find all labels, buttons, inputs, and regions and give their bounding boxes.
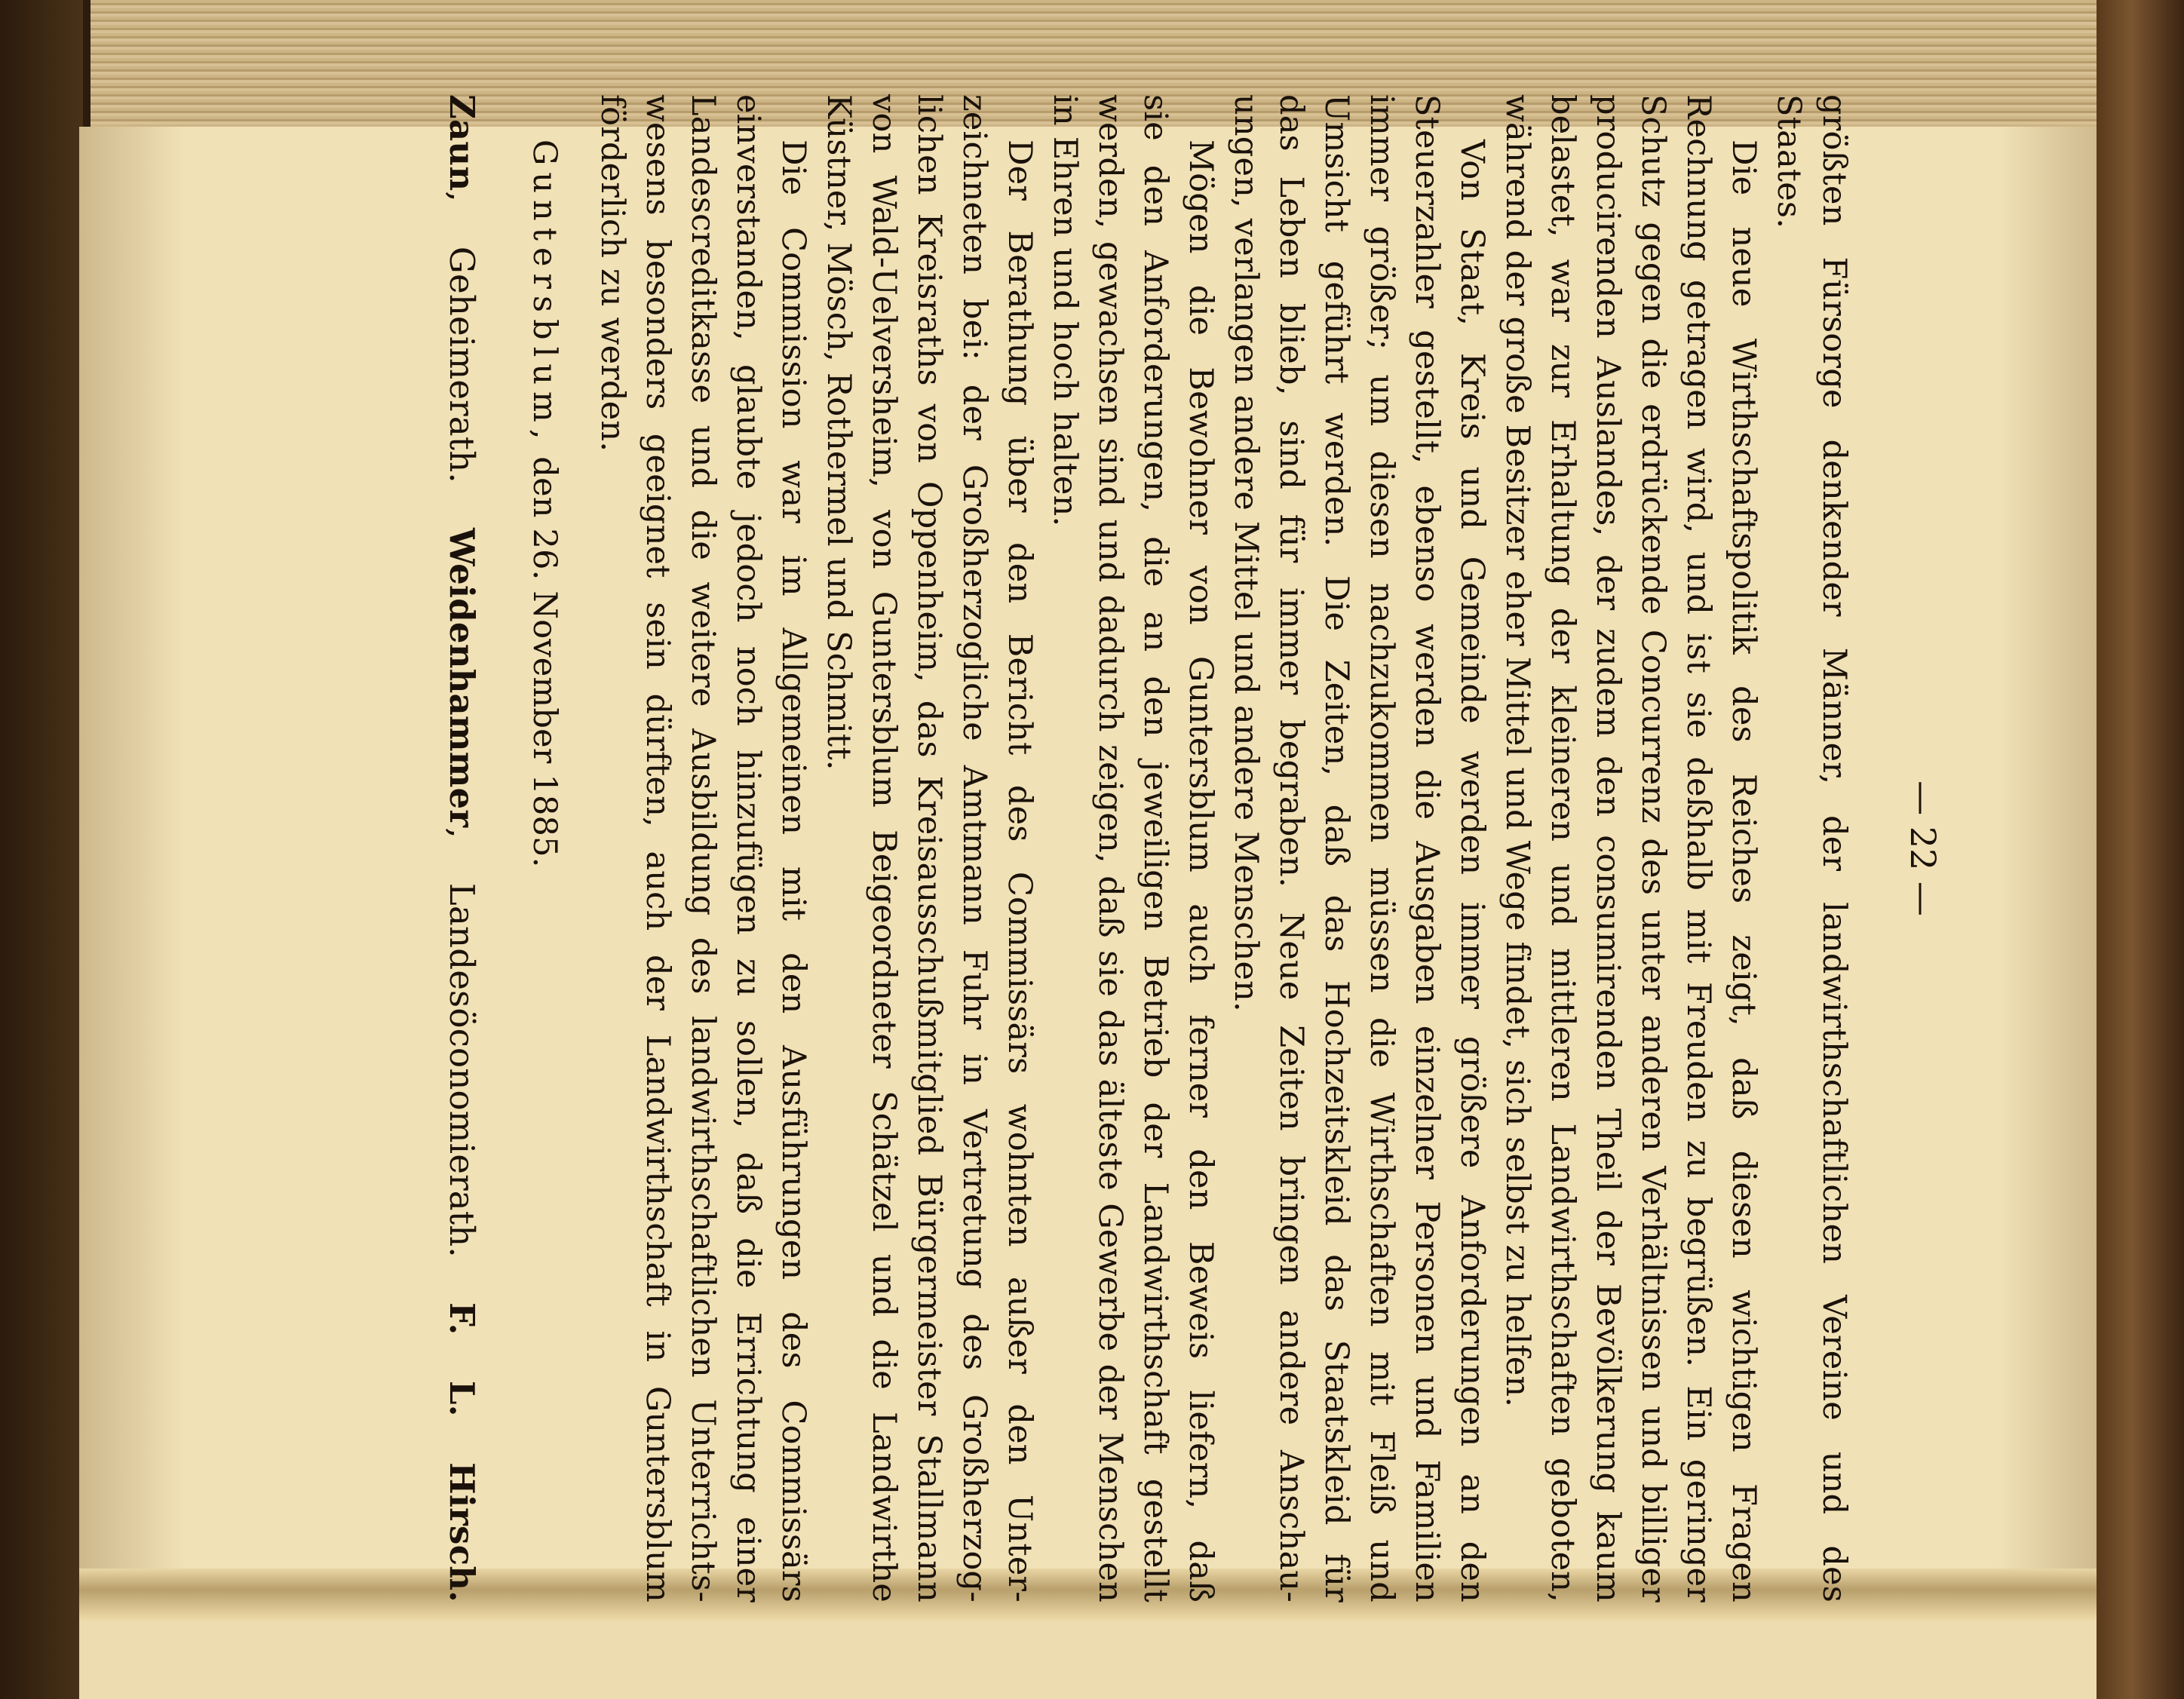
dateline xyxy=(522,94,567,1648)
text-line: Schutz gegen die erdrückende Concurrenz des unter anderen Verhältnissen und billiger xyxy=(1634,94,1672,1602)
text-line: einverstanden, glaubte jedoch noch hinzufügen zu sollen, daß die Errichtung einer xyxy=(729,94,767,1602)
page-number: — 22 — xyxy=(1903,780,1943,916)
text-line: lichen Kreisraths von Oppenheim, das Kreisausschußmitglied Bürgermeister Stallmann xyxy=(910,94,948,1602)
text-line: sie den Anforderungen, die an den jeweiligen Betrieb der Landwirthschaft gestellt xyxy=(1136,94,1174,1602)
text-line: Steuerzahler gestellt, ebenso werden die Ausgaben einzelner Personen und Familien xyxy=(1408,94,1446,1602)
text-line: das Leben blieb, sind für immer begraben. Neue Zeiten bringen andere Anschau- xyxy=(1272,94,1310,1602)
book-cover-edge xyxy=(0,0,83,1699)
book-spine xyxy=(2097,0,2184,1699)
text-line: Küstner, Mösch, Rothermel und Schmitt. xyxy=(820,94,857,771)
text-line: Landescreditkasse und die weitere Ausbildung des landwirthschaftlichen Unterrichts- xyxy=(684,94,722,1602)
text-line: immer größer; um diesen nachzukommen müssen die Wirthschaften mit Fleiß und xyxy=(1363,94,1400,1602)
text-line: förderlich zu werden. xyxy=(594,94,631,452)
text-line: Die Commission war im Allgemeinen mit den Ausführungen des Commissärs xyxy=(775,140,812,1602)
facing-page-edge xyxy=(79,1621,2119,1699)
text-line: belastet, war zur Erhaltung der kleineren und mittleren Landwirthschaften geboten, xyxy=(1544,94,1581,1602)
signature-line xyxy=(439,94,484,1602)
signature-name-1: Zaun xyxy=(442,94,482,192)
text-line: zeichneten bei: der Großherzogliche Amtmann Fuhr in Vertretung des Großherzog- xyxy=(956,94,993,1602)
text-line: producirenden Auslandes, der zudem den consumirenden Theil der Bevölkerung kaum xyxy=(1589,94,1627,1602)
rotated-text-block xyxy=(126,94,1959,1602)
text-line: ungen, verlangen andere Mittel und andere Menschen. xyxy=(1227,94,1265,1012)
text-line: Mögen die Bewohner von Guntersblum auch ferner den Beweis liefern, daß xyxy=(1182,140,1219,1602)
text-line: von Wald-Uelversheim, von Guntersblum Beigeordneter Schätzel und die Landwirthe xyxy=(865,94,903,1602)
signature-title-2: , Landesöconomierath. xyxy=(442,827,482,1258)
text-line: Staates. xyxy=(1770,94,1808,229)
text-line: Der Berathung über den Bericht des Commissärs wohnten außer den Unter- xyxy=(1001,140,1038,1602)
signature-title-1: , Geheimerath. xyxy=(442,191,482,483)
text-line: während der große Besitzer eher Mittel und Wege findet, sich selbst zu helfen. xyxy=(1498,94,1536,1408)
text-line: wesens besonders geeignet sein dürften, auch der Landwirthschaft in Guntersblum xyxy=(639,94,676,1602)
dateline-place: Guntersblum, xyxy=(526,140,563,446)
text-line: Von Staat, Kreis und Gemeinde werden immer größere Anforderungen an den xyxy=(1453,140,1491,1602)
signature-name-3: F. L. Hirsch. xyxy=(442,1302,482,1602)
dateline-date: den 26. November 1885. xyxy=(526,456,563,868)
text-line: Umsicht geführt werden. Die Zeiten, daß das Hochzeitskleid das Staatskleid für xyxy=(1317,94,1355,1602)
text-line: in Ehren und hoch halten. xyxy=(1046,94,1084,527)
text-line: Rechnung getragen wird, und ist sie deßhalb mit Freuden zu begrüßen. Ein geringer xyxy=(1679,94,1717,1602)
text-line: größten Fürsorge denkender Männer, der landwirthschaftlichen Vereine und des xyxy=(1815,94,1853,1602)
text-line: Die neue Wirthschaftspolitik des Reiches zeigt, daß diesen wichtigen Fragen xyxy=(1725,140,1762,1602)
text-line: werden, gewachsen sind und dadurch zeigen, daß sie das älteste Gewerbe der Menschen xyxy=(1091,94,1129,1602)
signature-name-2: Weidenhammer xyxy=(442,528,482,828)
